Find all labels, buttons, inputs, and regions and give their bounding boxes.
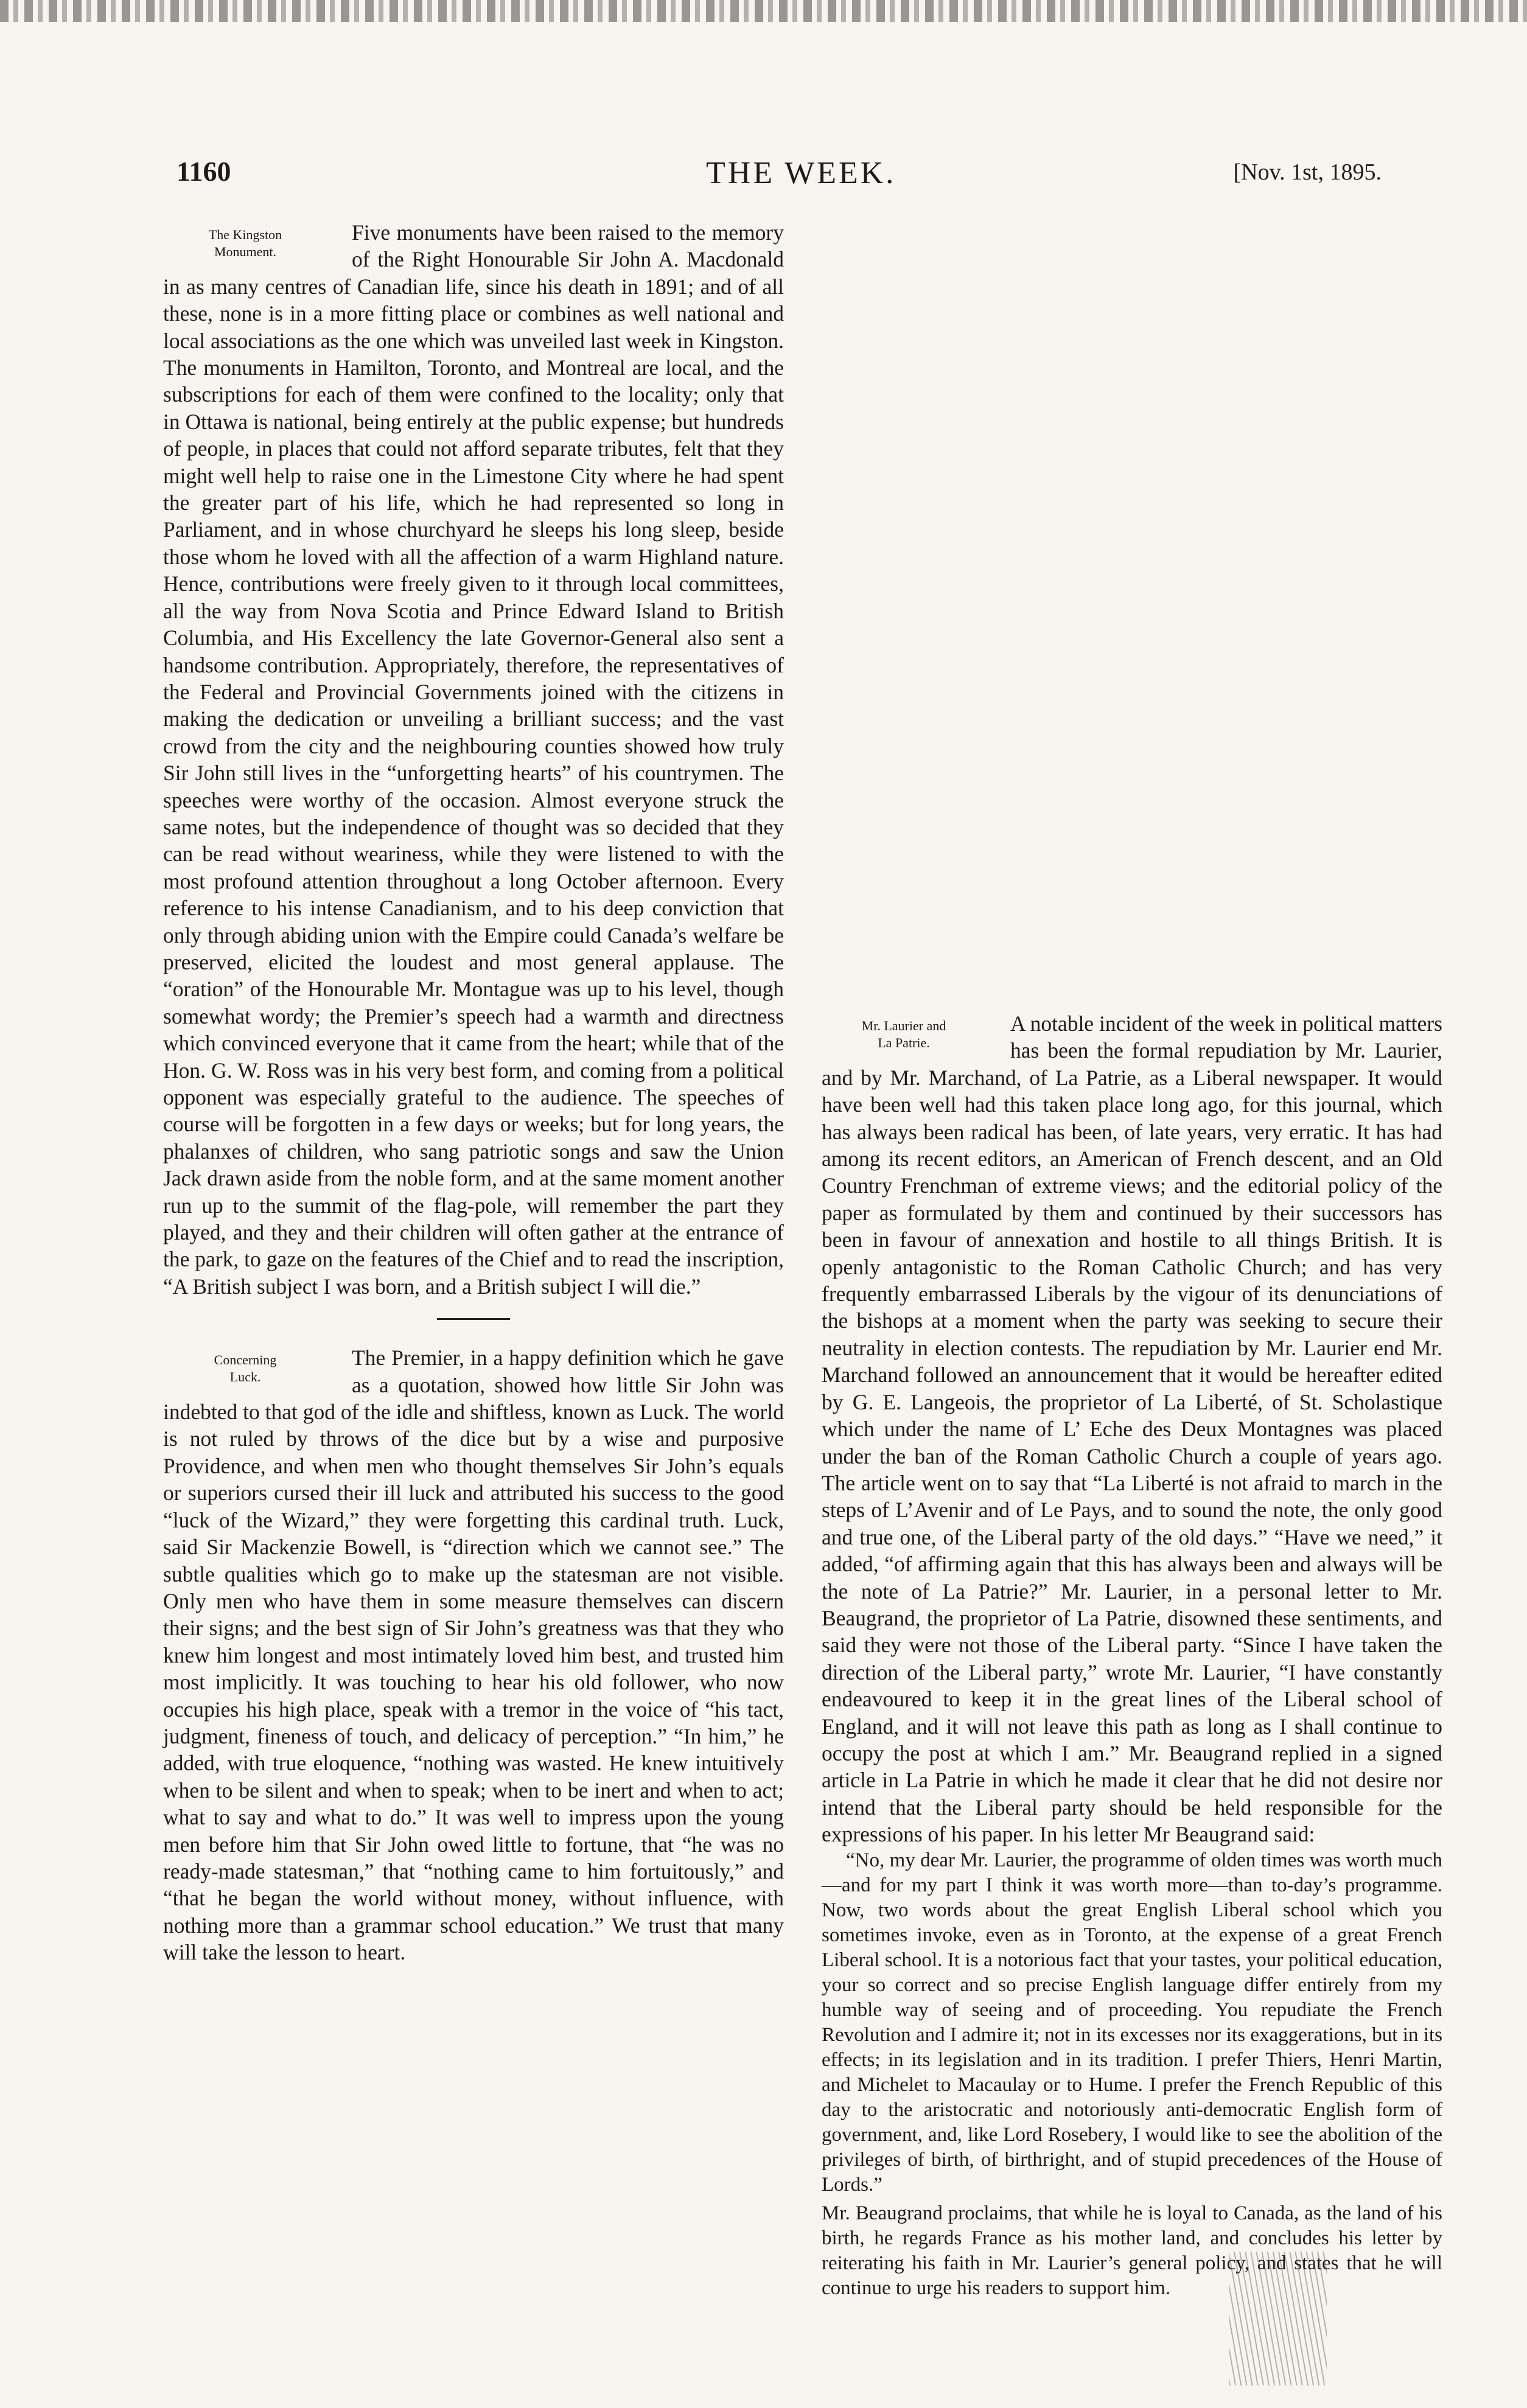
right-column <box>822 1010 1442 2319</box>
article-kingston-monument <box>163 219 784 1300</box>
side-heading-line: La Patrie. <box>878 1035 930 1050</box>
section-divider <box>437 1318 510 1320</box>
side-heading-line: Luck. <box>229 1369 261 1385</box>
left-column <box>163 219 784 1984</box>
side-heading-line: Monument. <box>214 244 277 259</box>
article-body: A notable incident of the week in political matters has been the formal repudiation by Mr. Laurier, and by Mr. Marchand, of La Patrie, as a Liberal newspaper. It would have been well had this taken place long ago, for this journal, which has always been radical has been, of late years, very erratic. It has had among its recent editors, an American of French descent, and an Old Country Frenchman of extreme views; and the editorial policy of the paper as formulated by them and continued by their successors has been in favour of annexation and hostile to all things British. It is openly antagonistic to the Roman Catholic Church; and has very frequently embarrassed Liberals by the vigour of its denunciations of the bishops at a moment when the party was seeking to secure their neutrality in election contests. The repudiation by Mr. Laurier end Mr. Marchand followed an announcement that it would be hereafter edited by G. E. Langeois, the proprietor of La Liberté, of St. Scholastique which under the name of L’ Eche des Deux Montagnes was placed under the ban of the Roman Catholic Church a couple of years ago. The article went on to say that “La Liberté is not afraid to march in the steps of L’Avenir and of Le Pays, and to sound the note, the only good and true one, of the Liberal party of the old days.” “Have we need,” it added, “of affirming again that this has always been and always will be the note of La Patrie?” Mr. Laurier, in a personal letter to Mr. Beaugrand, the proprietor of La Patrie, disowned these sentiments, and said they were not those of the Liberal party. “Since I have taken the direction of the Liberal party,” wrote Mr. Laurier, “I have constantly endeavoured to keep it in the great lines of the Liberal school of England, and it will not leave this path as long as I shall continue to occupy the post at which I am.” Mr. Beaugrand replied in a signed article in La Patrie in which he made it clear that he did not desire nor intend that the Liberal party should be held responsible for the expressions of his paper. In his letter Mr Beaugrand said: <box>822 1011 1442 1847</box>
article-laurier-la-patrie <box>822 1010 1442 2301</box>
scan-artifact <box>1229 2252 1327 2385</box>
side-heading-line: The Kingston <box>208 227 282 242</box>
page-header <box>176 155 1382 198</box>
block-quote: “No, my dear Mr. Laurier, the programme of olden times was worth much—and for my part I think it was worth more—than to-day’s programme. Now, two words about the great English Liberal school which you sometimes invoke, even as in Toronto, at the expense of a great French Liberal school. It is a notorious fact that your tastes, your political education, your so correct and so precise English language differ entirely from my humble way of seeing and of proceeding. You repudiate the French Revolution and I admire it; not in its excesses nor its exaggerations, but in its effects; in its legislation and in its tradition. I prefer Thiers, Henri Martin, and Michelet to Macaulay or to Hume. I prefer the French Republic of this day to the aristocratic and notoriously anti-democratic English form of government, and, like Lord Rosebery, I would like to see the abolition of the privileges of birth, of birthright, and of stupid precedences of the House of Lords.” <box>822 1849 1442 2196</box>
issue-date: [Nov. 1st, 1895. <box>1233 159 1382 185</box>
side-heading <box>822 1017 986 1052</box>
side-heading-line: Mr. Laurier and <box>861 1018 946 1033</box>
article-closing: Mr. Beaugrand proclaims, that while he is loyal to Canada, as the land of his birth, he regards France as his mother land, and concludes his letter by reiterating his faith in Mr. Laurier’s general policy, and states that he will continue to urge his readers to support him. <box>822 2202 1442 2299</box>
page-number: 1160 <box>176 156 231 187</box>
side-heading <box>163 226 327 260</box>
scan-top-edge <box>0 0 1527 22</box>
side-heading-line: Concerning <box>214 1352 277 1368</box>
article-body: The Premier, in a happy definition which he gave as a quotation, showed how little Sir John was indebted to that god of the idle and shiftless, known as Luck. The world is not ruled by throws of the dice but by a wise and purposive Providence, and when men who thought themselves Sir John’s equals or superiors cursed their ill luck and attributed his success to the good “luck of the Wizard,” they were forgetting this cardinal truth. Luck, said Sir Mackenzie Bowell, is “direction which we cannot see.” The subtle qualities which go to make up the statesman are not visible. Only men who have them in some measure themselves can discern their signs; and the best sign of Sir John’s greatness was that they who knew him longest and most intimately loved him best, and trusted him most implicitly. It was touching to hear his old follower, who now occupies his high place, speak with a tremor in the voice of “his tact, judgment, fineness of touch, and delicacy of perception.” “In him,” he added, with true eloquence, “nothing was wasted. He knew intuitively when to be silent and when to speak; when to be inert and when to act; what to say and what to do.” It was well to impress upon the young men before him that Sir John owed little to fortune, that “he was no ready-made statesman,” that “nothing came to him fortuitously,” and “that he began the world without money, without influence, with nothing more than a grammar school education.” We trust that many will take the lesson to heart. <box>163 1345 784 1965</box>
article-concerning-luck <box>163 1344 784 1966</box>
side-heading <box>163 1352 327 1386</box>
journal-title: THE WEEK. <box>706 156 896 190</box>
article-body: Five monuments have been raised to the memory of the Right Honourable Sir John A. Macdonald in as many centres of Canadian life, since his death in 1891; and of all these, none is in a more fitting place or combines as well national and local associations as the one which was unveiled last week in Kingston. The monuments in Hamilton, Toronto, and Montreal are local, and the subscriptions for each of them were confined to the locality; only that in Ottawa is national, being entirely at the public expense; but hundreds of people, in places that could not afford separate tributes, felt that they might well help to raise one in the Limestone City where he had spent the greater part of his life, which he had represented so long in Parliament, and in whose churchyard he sleeps his long sleep, beside those whom he loved with all the affection of a warm Highland nature. Hence, contributions were freely given to it through local committees, all the way from Nova Scotia and Prince Edward Island to British Columbia, and His Excellency the late Governor-General also sent a handsome contribution. Appropriately, therefore, the representatives of the Federal and Provincial Governments joined with the citizens in making the dedication or unveiling a brilliant success; and the vast crowd from the city and the neighbouring counties showed how truly Sir John still lives in the “unforgetting hearts” of his countrymen. The speeches were worthy of the occasion. Almost everyone struck the same notes, but the independence of thought was so decided that they can be read without weariness, while they were listened to with the most profound attention throughout a long October afternoon. Every reference to his intense Canadianism, and to his deep conviction that only through abiding union with the Empire could Canada’s welfare be preserved, elicited the loudest and most general applause. The “oration” of the Honourable Mr. Montague was up to his level, though somewhat wordy; the Premier’s speech had a warmth and directness which convinced everyone that it came from the heart; while that of the Hon. G. W. Ross was in his very best form, and coming from a political opponent was especially grateful to the audience. The speeches of course will be forgotten in a few days or weeks; but for long years, the phalanxes of children, who sang patriotic songs and saw the Union Jack drawn aside from the noble form, and at the same moment another run up to the summit of the flag-pole, will remember the part they played, and they and their children will often gather at the entrance of the park, to gaze on the features of the Chief and to read the inscription, “A British subject I was born, and a British subject I will die.” <box>163 220 784 1299</box>
